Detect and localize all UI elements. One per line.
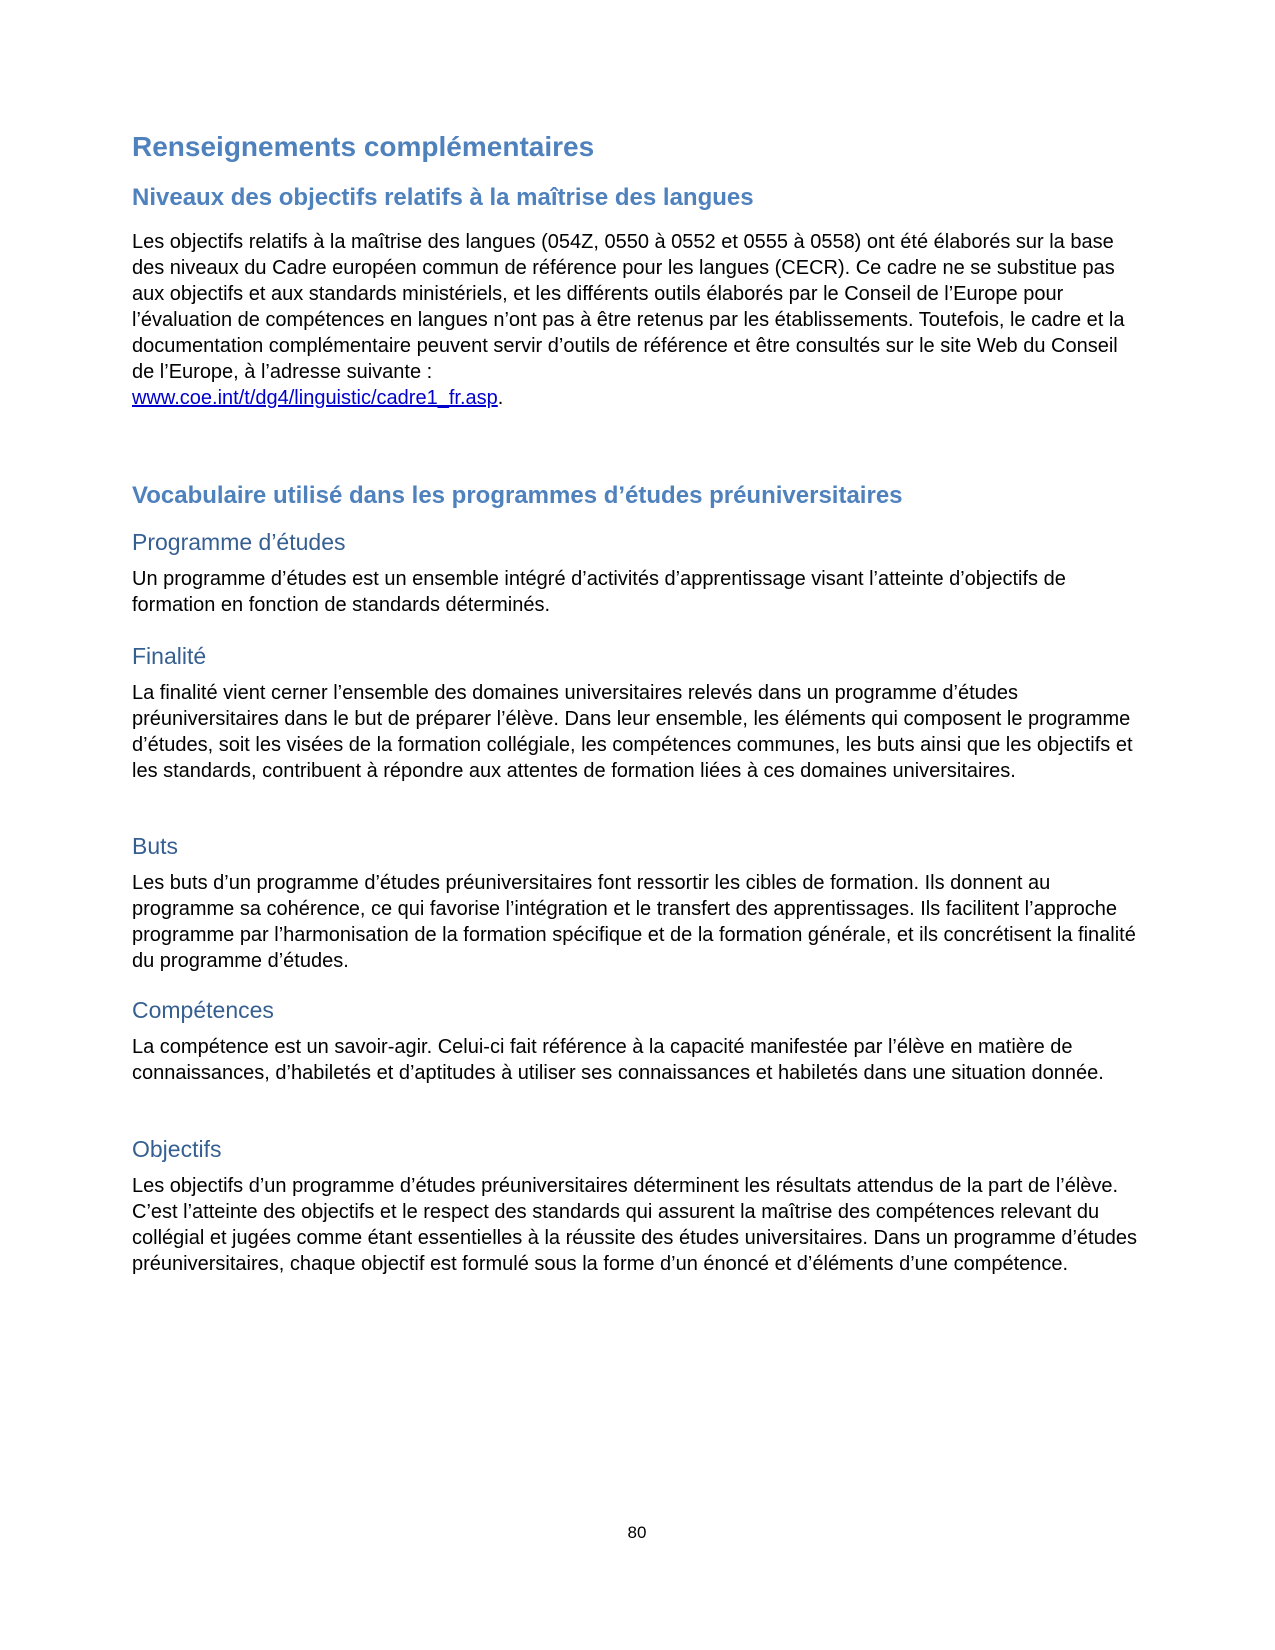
term-heading-finalite: Finalité [132,643,207,669]
link-suffix: . [497,387,504,409]
document-page [132,0,1142,1650]
section-langues-body [132,229,1142,411]
term-definition-programme: Un programme d’études est un ensemble intégré d’activités d’apprentissage visant l’atteinte d’objectifs de formation en fonction de standards déterminés. [132,568,1066,616]
section-title-vocabulaire: Vocabulaire utilisé dans les programmes d’études préuniversitaires [132,482,903,509]
paragraph-langues-text: Les objectifs relatifs à la maîtrise des langues (054Z, 0550 à 0552 et 0555 à 0558) ont été élaborés sur la base des niveaux du Cadre européen commun de référence pour les langues (CECR). Ce cadre ne se substitue pas aux objectifs et aux standards ministériels, et les différents outils élaborés par le Conseil de l’Europe pour l’évaluation de compétences en langues n’ont pas à être retenus par les établissements. Toutefois, le cadre et la documentation complémentaire peuvent servir d’outils de référence et être consultés sur le site Web du Conseil de l’Europe, à l’adresse suivante : [132,231,1125,383]
term-definition-buts: Les buts d’un programme d’études préuniversitaires font ressortir les cibles de formation. Ils donnent au programme sa cohérence, ce qui favorise l’intégration et le transfert des apprentissages. Ils facilitent l’approche programme par l’harmonisation de la formation spécifique et de la formation générale, et ils concrétisent la finalité du programme d’études. [132,872,1136,972]
coe-link[interactable]: www.coe.int/t/dg4/linguistic/cadre1_fr.asp [132,387,498,409]
term-definition-objectifs: Les objectifs d’un programme d’études préuniversitaires déterminent les résultats attendus de la part de l’élève. C’est l’atteinte des objectifs et le respect des standards qui assurent la maîtrise des compétences relevant du collégial et jugées comme étant essentielles à la réussite des études universitaires. Dans un programme d’études préuniversitaires, chaque objectif est formulé sous la forme d’un énoncé et d’éléments d’une compétence. [132,1175,1137,1275]
term-heading-competences: Compétences [132,997,274,1023]
term-heading-buts: Buts [132,833,179,859]
term-heading-objectifs: Objectifs [132,1136,222,1162]
section-title-langues: Niveaux des objectifs relatifs à la maîtrise des langues [132,184,754,211]
page-title: Renseignements complémentaires [132,131,595,162]
page-number: 80 [627,1523,647,1542]
term-definition-finalite: La finalité vient cerner l’ensemble des domaines universitaires relevés dans un programme d’études préuniversitaires dans le but de préparer l’élève. Dans leur ensemble, les éléments qui composent le programme d’études, soit les visées de la formation collégiale, les compétences communes, les buts ainsi que les objectifs et les standards, contribuent à répondre aux attentes de formation liées à ces domaines universitaires. [132,682,1133,782]
paragraph-langues [132,229,1142,411]
term-definition-competences: La compétence est un savoir-agir. Celui-ci fait référence à la capacité manifestée par l’élève en matière de connaissances, d’habiletés et d’aptitudes à utiliser ses connaissances et habiletés dans une situation donnée. [132,1036,1104,1084]
term-heading-programme: Programme d’études [132,529,346,555]
